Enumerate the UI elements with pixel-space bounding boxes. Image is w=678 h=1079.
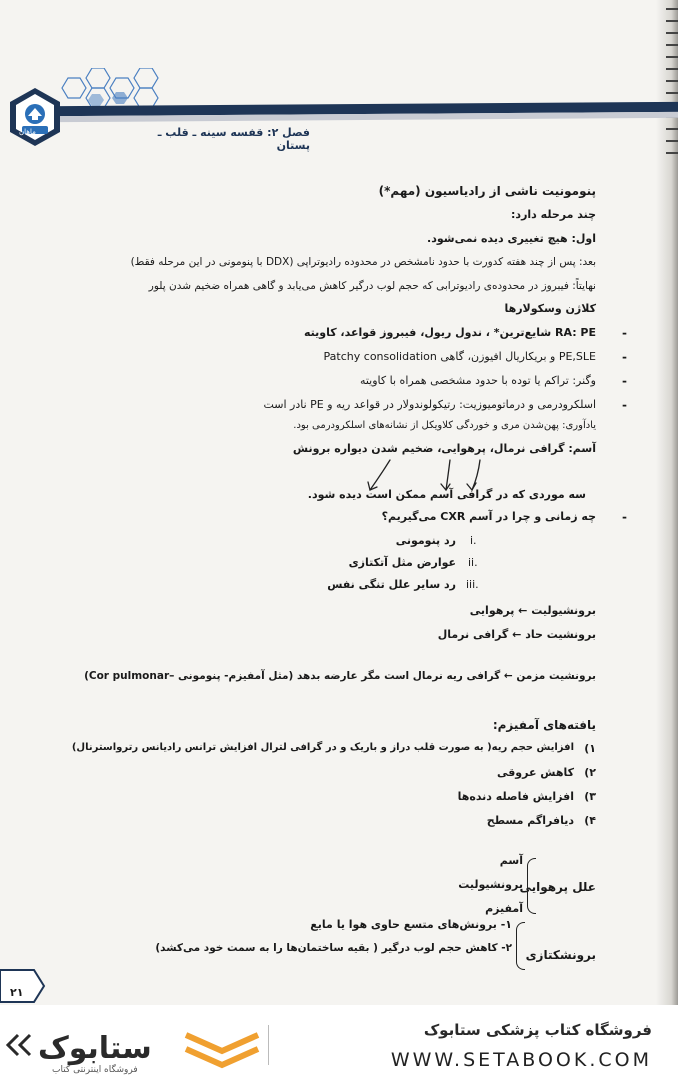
stage-finally: نهایتاً: فیبروز در محدوده‌ی رادیوترابی که حجم لوب درگیر کاهش می‌یابد و گاهی همراه ضخیم شدن پلور	[148, 280, 596, 292]
reason-num: iii.	[466, 578, 479, 591]
reason-num: ii.	[468, 556, 478, 569]
bronchiolitis-line: برونشیولیت ← پرهوایی	[469, 604, 596, 617]
reminder-note: یادآوری: پهن‌شدن مری و خوردگی کلاویکل از نشانه‌های اسلکرودرمی بود.	[293, 420, 596, 431]
bronchiectasis-item: ۱- برونش‌های متسع حاوی هوا یا مایع	[310, 918, 512, 931]
setabook-logo[interactable]	[38, 1023, 264, 1075]
hyperinflation-brace	[527, 858, 536, 914]
reason-item: رد سایر علل تنگی نفس	[327, 578, 456, 591]
logo-label: ماهان	[19, 128, 36, 136]
bullet-scleroderma: اسلکرودرمی و درماتومیوزیت: رتیکولوندولار در قواعد ریه و PE نادر است	[263, 398, 596, 411]
logo-wordmark: ستابوک	[38, 1031, 152, 1066]
collagen-vascular-heading: کلاژن وسکولارها	[504, 302, 596, 315]
chapter-title: فصل ۲: قفسه سینه ـ قلب ـ پستان	[157, 126, 310, 152]
book-stack-icon	[182, 1027, 262, 1071]
bronchiectasis-item: ۲- کاهش حجم لوب درگیر ( بقیه ساختمان‌ها را به سمت خود می‌کشد)	[155, 942, 512, 954]
bronchiectasis-brace	[516, 922, 525, 970]
emphysema-num: ۲)	[584, 766, 596, 779]
section-title: پنومونیت ناشی از رادیاسیون (مهم*)	[378, 184, 596, 198]
spine-marks	[664, 0, 678, 330]
page-number: ۲۱	[10, 986, 24, 999]
bullet-sle: PE,SLE و بریکاریال افیوزن، گاهی Patchy consolidation	[323, 350, 596, 363]
store-name: فروشگاه کتاب پزشکی ستابوک	[423, 1021, 652, 1039]
chronic-bronchitis-line: برونشیت مزمن ← گرافی ریه نرمال است مگر عارضه بدهد (مثل آمفیزم- پنومونی –Cor pulmonar)	[84, 670, 596, 682]
mahan-logo-icon	[6, 86, 64, 148]
emphysema-num: ۴)	[584, 814, 596, 827]
emphysema-finding: کاهش عروقی	[496, 766, 574, 779]
emphysema-num: ۱)	[584, 742, 596, 755]
stage-then: بعد: پس از چند هفته کدورت با حدود نامشخص در محدوده رادیوتراپی (DDX با پنومونی در این مرحله فقط)	[130, 256, 596, 268]
emphysema-num: ۳)	[584, 790, 596, 803]
bronchiectasis-label: برونشکتازی	[525, 948, 596, 962]
asthma-line: آسم: گرافی نرمال، پرهوایی، ضخیم شدن دیواره برونش	[292, 442, 596, 455]
when-cxr-question: چه زمانی و چرا در آسم CXR می‌گیریم؟	[381, 510, 596, 523]
logo-tagline: فروشگاه اینترنتی کتاب	[52, 1065, 138, 1075]
store-footer	[0, 1005, 678, 1079]
hyperinflation-label: علل پرهوایی	[519, 880, 596, 894]
bullet-dash: -	[622, 326, 627, 340]
stage-first: اول: هیچ تغییری دیده نمی‌شود.	[427, 232, 596, 245]
footer-divider	[268, 1025, 269, 1065]
bullet-dash: -	[622, 350, 627, 364]
emphysema-title: یافته‌های آمفیزم:	[492, 718, 596, 732]
reason-item: رد پنومونی	[395, 534, 456, 547]
reason-item: عوارض مثل آتکتازی	[348, 556, 456, 569]
bullet-dash: -	[622, 374, 627, 388]
book-spine	[656, 0, 678, 1005]
emphysema-finding: افزایش فاصله دنده‌ها	[457, 790, 574, 803]
hyperinflation-cause: آسم	[499, 854, 523, 867]
hyperinflation-cause: برونشیولیت	[458, 878, 523, 891]
emphysema-finding: دیافراگم مسطح	[486, 814, 574, 827]
three-cases-note: سه موردی که در گرافی آسم ممکن است دیده شود.	[307, 488, 586, 501]
bullet-ra: RA: PE شایع‌ترین* ، ندول ریول، فیبروز قواعد، کاویته	[303, 326, 596, 339]
stages-intro: چند مرحله دارد:	[511, 208, 596, 221]
double-chevron-icon	[4, 1033, 34, 1057]
bullet-wegener: وگنر: تراکم یا توده با حدود مشخصی همراه با کاویته	[359, 374, 596, 387]
hexagon-pattern-icon	[52, 68, 172, 108]
hyperinflation-cause: آمفیزم	[485, 902, 523, 915]
emphysema-finding: افزایش حجم ریه( به صورت قلب دراز و باریک و در گرافی لترال افزایش ترانس رادیانس رترواسترنال)	[71, 742, 574, 753]
reason-num: i.	[470, 534, 477, 547]
bullet-dash: -	[622, 510, 627, 524]
store-url[interactable]: WWW.SETABOOK.COM	[390, 1049, 652, 1071]
bullet-dash: -	[622, 398, 627, 412]
acute-bronchitis-line: برونشیت حاد ← گرافی نرمال	[437, 628, 596, 641]
